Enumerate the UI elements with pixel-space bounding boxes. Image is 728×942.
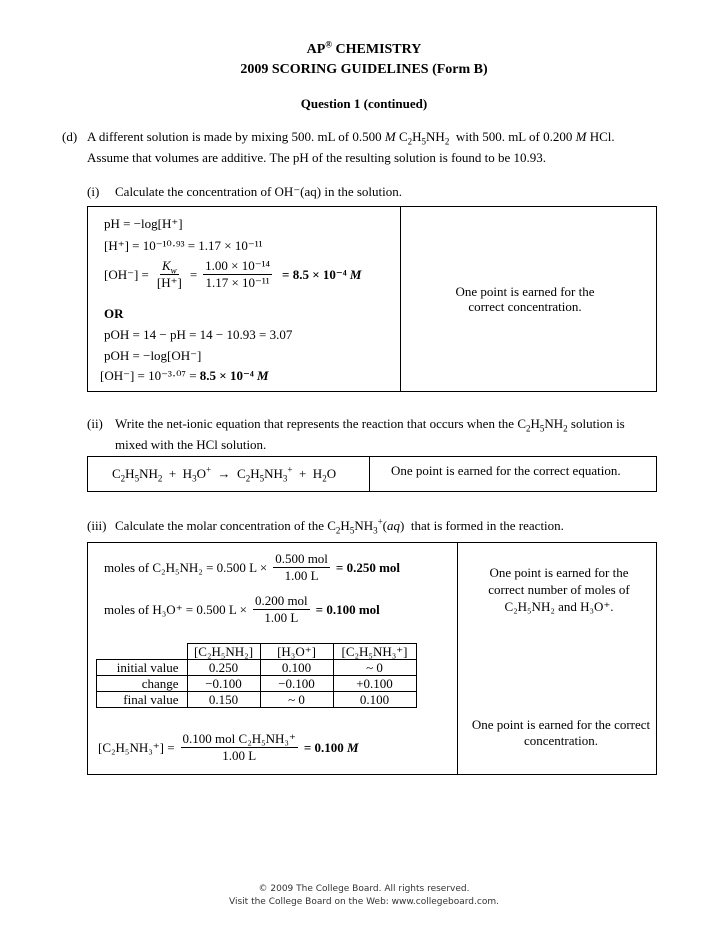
- ice-row-label: initial value: [97, 660, 188, 676]
- ice-cell: −0.100: [187, 676, 260, 692]
- ice-header: [C₂H₅NH₃⁺]: [333, 644, 416, 660]
- part-ii-points: One point is earned for the correct equation.: [391, 463, 621, 478]
- part-ii-prompt-c: mixed with the HCl solution.: [115, 437, 267, 452]
- calc-line-ph: pH = −log[H⁺]: [104, 216, 183, 231]
- part-ii-prompt-b: solution is: [570, 416, 625, 431]
- part-ii-label: (ii): [87, 416, 103, 431]
- ice-cell: +0.100: [333, 676, 416, 692]
- oh-alt-result: 8.5 × 10⁻⁴: [199, 368, 254, 383]
- oh-result: = 8.5 × 10⁻⁴: [282, 266, 347, 282]
- part-d-intro: A different solution is made by mixing 500. mL of 0.500 M $C_2H_5NH_2$ with 500. mL of 0.200 M HCl.: [87, 129, 615, 147]
- moles-acid-line: [104, 594, 380, 625]
- ice-header: [C₂H₅NH₂]: [187, 644, 260, 660]
- part-i-points: One point is earned for the correct concentration.: [455, 284, 595, 314]
- oh-alt-lhs: [OH⁻] = 10⁻³·⁰⁷ =: [100, 368, 197, 383]
- ice-row-label: change: [97, 676, 188, 692]
- or-label: OR: [104, 306, 124, 321]
- net-ionic-equation: $C_2H_5NH_2 + H_3O^+ \to C_2H_5NH_3^+ + H_2O$: [112, 464, 337, 484]
- moles-acid-result: = 0.100 mol: [315, 601, 380, 617]
- final-lhs: [C₂H₅NH₃⁺] =: [98, 739, 175, 755]
- ice-cell: ~ 0: [333, 660, 416, 676]
- part-iii-points-2: One point is earned for the correct concentration.: [471, 717, 651, 748]
- ice-table-wrap: [96, 643, 417, 708]
- footer-website: Visit the College Board on the Web: www.collegeboard.com.: [229, 897, 499, 907]
- ice-corner: [97, 644, 188, 660]
- kw-numerator: [160, 259, 179, 275]
- moles-acid-num: 0.200 mol: [254, 593, 308, 608]
- moles-base-result: = 0.250 mol: [335, 559, 401, 575]
- question-title: Question 1 (continued): [300, 96, 428, 111]
- ice-cell: ~ 0: [260, 692, 333, 708]
- part-ii-prompt-a: Write the net-ionic equation that represents the reaction that occurs when the: [115, 416, 515, 431]
- calc-line-poh: pOH = 14 − pH = 14 − 10.93 = 3.07: [104, 327, 293, 342]
- ice-header: [H₃O⁺]: [260, 644, 333, 660]
- final-fraction: [181, 732, 298, 763]
- kw-fraction: [155, 259, 184, 290]
- ice-cell: 0.100: [260, 660, 333, 676]
- oh-lhs: [OH⁻] =: [104, 266, 149, 282]
- table-row: [97, 676, 417, 692]
- moles-base-den: 1.00 L: [284, 568, 319, 583]
- moles-acid-lhs: moles of H₃O⁺ = 0.500 L ×: [104, 601, 247, 617]
- moles-base-line: [104, 552, 400, 583]
- ice-cell: −0.100: [260, 676, 333, 692]
- table-row: [97, 660, 417, 676]
- moles-base-lhs: moles of C₂H₅NH₂ = 0.500 L ×: [104, 559, 268, 575]
- registered-mark: ®: [325, 39, 333, 50]
- header-ap: AP: [306, 42, 326, 57]
- part-d-line2: Assume that volumes are additive. The pH of the resulting solution is found to be 10.93.: [87, 150, 547, 165]
- calc-line-h: [H⁺] = 10⁻¹⁰·⁹³ = 1.17 × 10⁻¹¹: [104, 238, 263, 253]
- molar-symbol-2: M: [575, 129, 587, 144]
- kw-denominator: [H⁺]: [156, 275, 182, 290]
- table-row: [97, 692, 417, 708]
- oh-eq: =: [189, 266, 198, 282]
- molar-symbol-1: M: [384, 129, 396, 144]
- header-line2: 2009 SCORING GUIDELINES (Form B): [240, 62, 488, 77]
- final-unit: M: [347, 739, 359, 755]
- final-den: 1.00 L: [222, 748, 257, 763]
- calc-line-poh-log: pOH = −log[OH⁻]: [104, 348, 202, 363]
- moles-base-fraction: [273, 552, 330, 583]
- part-ii-prompt: Write the net-ionic equation that represents the reaction that occurs when the $C_2H_5NH_2$ solution is: [115, 416, 625, 434]
- part-d-intro-a: A different solution is made by mixing 500. mL of 0.500: [87, 129, 382, 144]
- part-i-divider: [400, 206, 401, 392]
- part-d-intro-b: with 500. mL of 0.200: [455, 129, 573, 144]
- value-numerator: 1.00 × 10⁻¹⁴: [205, 258, 271, 273]
- kw-sub: w: [170, 265, 177, 276]
- final-num: 0.100 mol C₂H₅NH₃⁺: [182, 731, 296, 746]
- ice-cell: 0.100: [333, 692, 416, 708]
- value-fraction: [203, 259, 272, 290]
- part-iii-label: (iii): [87, 518, 107, 533]
- part-iii-prompt-a: Calculate the molar concentration of the: [115, 518, 324, 533]
- moles-acid-den: 1.00 L: [264, 610, 299, 625]
- part-d-intro-c: HCl.: [589, 129, 615, 144]
- header-chemistry: CHEMISTRY: [332, 42, 422, 57]
- ice-cell: 0.150: [187, 692, 260, 708]
- moles-base-num: 0.500 mol: [275, 551, 328, 566]
- part-iii-prompt: Calculate the molar concentration of the $C_2H_5NH_3^+(aq)$ that is formed in the reaction.: [115, 516, 564, 536]
- ice-row-label: final value: [97, 692, 188, 708]
- final-concentration-line: [98, 732, 359, 763]
- oh-alt-unit: M: [256, 368, 269, 383]
- calc-line-oh: [104, 259, 361, 290]
- part-d-label: (d): [62, 129, 78, 144]
- oh-result-unit: M: [349, 266, 362, 282]
- part-ii-divider: [369, 456, 370, 492]
- value-denominator: 1.17 × 10⁻¹¹: [205, 275, 270, 290]
- footer-copyright: © 2009 The College Board. All rights reserved.: [258, 884, 470, 894]
- header-line1: [0, 39, 728, 58]
- part-iii-points-1: One point is earned for the correct number of moles of C₂H₅NH₂ and H₃O⁺.: [488, 565, 630, 614]
- ice-header-row: [97, 644, 417, 660]
- part-i-label: (i): [87, 184, 100, 199]
- calc-line-oh-alt: [100, 368, 269, 384]
- moles-acid-fraction: [253, 594, 310, 625]
- ice-table: [96, 643, 417, 708]
- ice-cell: 0.250: [187, 660, 260, 676]
- part-i-prompt: Calculate the concentration of OH⁻(aq) in the solution.: [115, 184, 402, 199]
- kw-k: K: [162, 258, 171, 273]
- part-iii-divider: [457, 542, 458, 775]
- final-result: = 0.100: [303, 739, 344, 755]
- part-iii-prompt-b: that is formed in the reaction.: [410, 518, 564, 533]
